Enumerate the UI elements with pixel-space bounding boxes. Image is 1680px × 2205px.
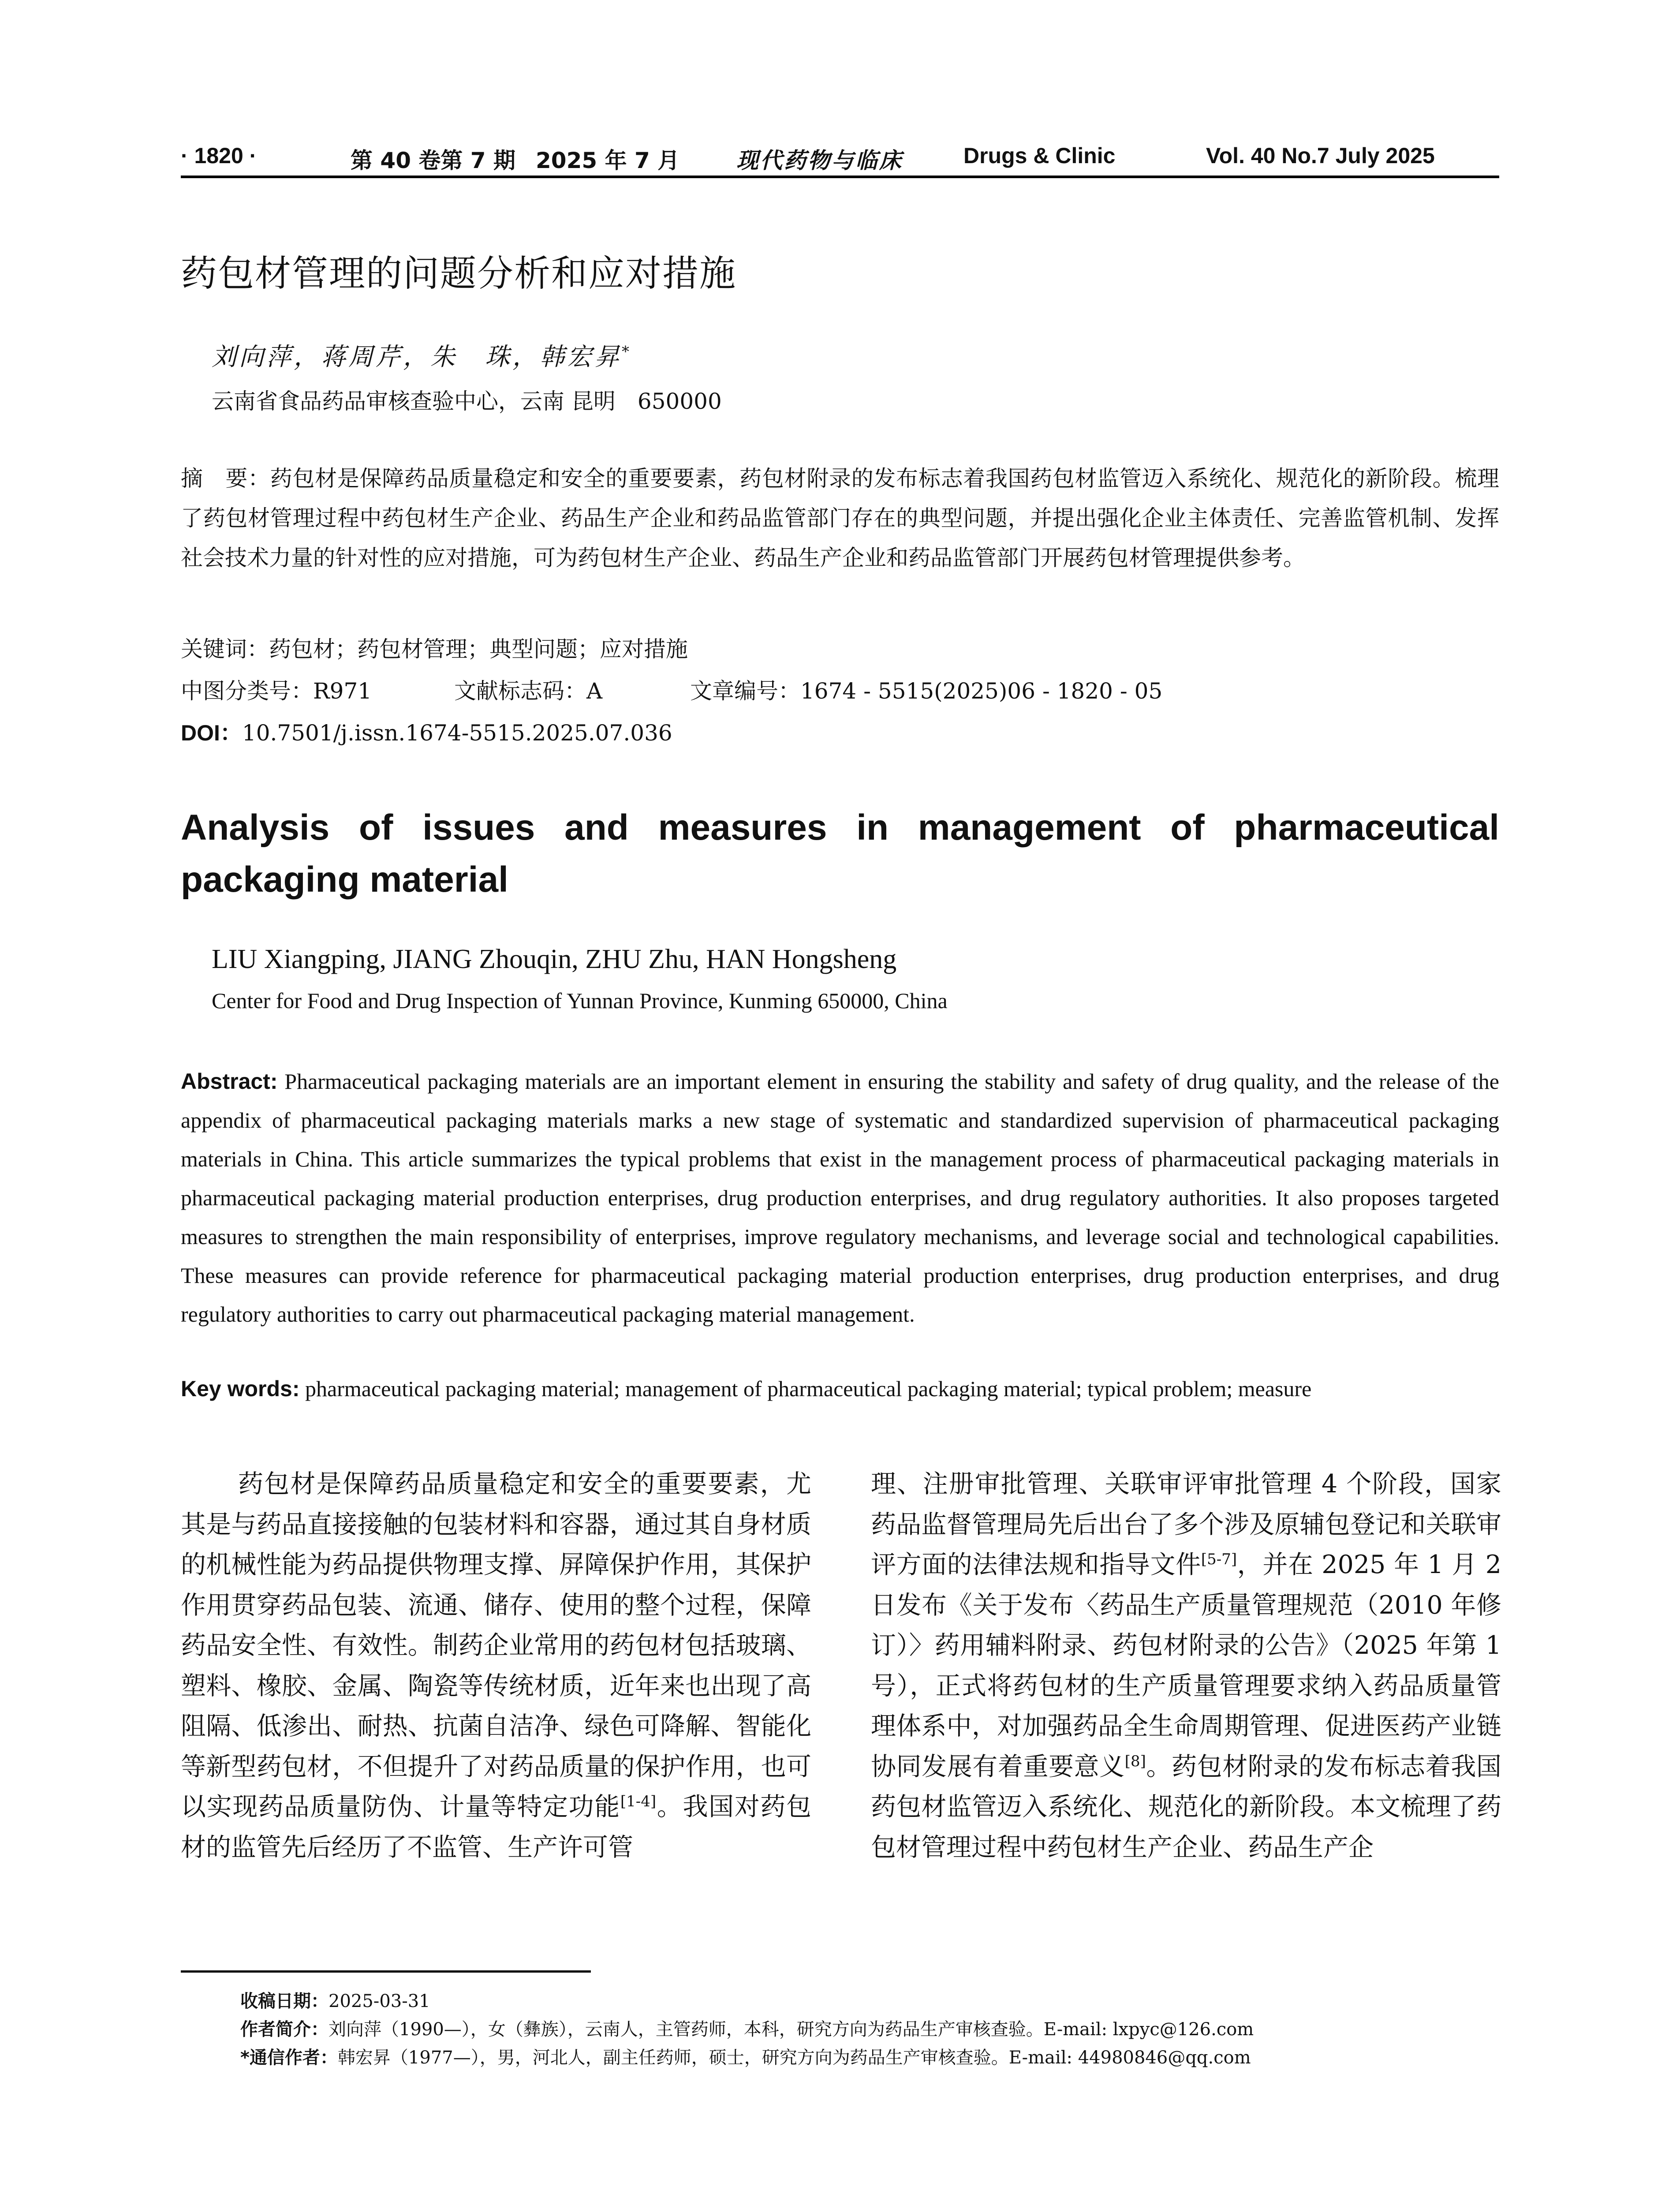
clc-label: 中图分类号： — [181, 678, 313, 704]
doi-line — [181, 715, 672, 747]
journal-name-en: Drugs & Clinic — [963, 143, 1116, 168]
article-number-value: 1674 - 5515(2025)06 - 1820 - 05 — [800, 678, 1163, 704]
chinese-abstract-text: 药包材是保障药品质量稳定和安全的重要要素，药包材附录的发布标志着我国药包材监管迈入系统化、规范化的新阶段。梳理了药包材管理过程中药包材生产企业、药品生产企业和药品监管部门存在的典型问题，并提出强化企业主体责任、完善监管机制、发挥社会技术力量的针对性的应对措施，可为药包材生产企业、药品生产企业和药品监管部门开展药包材管理提供参考。 — [181, 466, 1500, 571]
corresponding-author-label: *通信作者： — [240, 2048, 338, 2068]
english-keywords-label: Key words: — [181, 1376, 300, 1401]
chinese-abstract — [181, 459, 1499, 578]
chinese-keywords-label: 关键词： — [181, 636, 269, 662]
page-number: · 1820 · — [181, 143, 257, 168]
doc-code — [454, 673, 602, 705]
volume-issue-en: Vol. 40 No.7 July 2025 — [1206, 143, 1435, 168]
chinese-keywords-text: 药包材；药包材管理；典型问题；应对措施 — [269, 636, 688, 662]
english-abstract — [181, 1062, 1499, 1334]
body-left-text-a: 药包材是保障药品质量稳定和安全的重要要素，尤其是与药品直接接触的包装材料和容器，通过其自身材质的机械性能为药品提供物理支撑、屏障保护作用，其保护作用贯穿药品包装、流通、储存、使用的整个过程，保障药品安全性、有效性。制药企业常用的药包材包括玻璃、塑料、橡胶、金属、陶瓷等传统材质，近年来也出现了高阻隔、低渗出、耐热、抗菌自洁净、绿色可降解、智能化等新型药包材，不但提升了对药品质量的保护作用，也可以实现药品质量防伪、计量等特定功能 — [181, 1469, 811, 1821]
author-bio-text: 刘向萍（1990—），女（彝族），云南人，主管药师，本科，研究方向为药品生产审核查验。E-mail: lxpyc@126.com — [329, 2019, 1254, 2040]
chinese-keywords — [181, 632, 688, 663]
chinese-abstract-label: 摘 要： — [181, 466, 270, 491]
received-label: 收稿日期： — [240, 1991, 329, 2011]
chinese-affiliation: 云南省食品药品审核查验中心，云南 昆明 650000 — [212, 389, 722, 414]
doi-label: DOI： — [181, 721, 242, 745]
english-keywords — [181, 1376, 1499, 1401]
english-authors: LIU Xiangping, JIANG Zhouqin, ZHU Zhu, HAN Hongsheng — [212, 944, 897, 974]
footnote-received — [240, 1987, 430, 2012]
running-header — [181, 140, 1499, 176]
footnote-author-bio — [240, 2015, 1254, 2041]
clc-value: R971 — [313, 678, 372, 704]
corresponding-mark: * — [622, 343, 632, 361]
body-right-text-c: 。药包材附录的发布标志着我国药包材监管迈入系统化、规范化的新阶段。本文梳理了药包材管理过程中药包材生产企业、药品生产企 — [871, 1752, 1502, 1862]
body-right-text-a: 理、注册审批管理、关联审评审批管理 4 个阶段，国家药品监督管理局先后出台了多个涉及原辅包登记和关联审评方面的法律法规和指导文件 — [871, 1469, 1501, 1579]
volume-issue-cn: 第 40 卷第 7 期 — [351, 148, 515, 173]
doc-code-value: A — [586, 678, 603, 704]
body-column-left — [181, 1464, 811, 1868]
author-bio-label: 作者简介： — [240, 2019, 329, 2040]
chinese-title: 药包材管理的问题分析和应对措施 — [181, 253, 737, 295]
english-keywords-text: pharmaceutical packaging material; management of pharmaceutical packaging material; typical problem; measure — [305, 1376, 1312, 1401]
chinese-authors — [212, 337, 632, 373]
body-right-text-b: ，并在 2025 年 1 月 2 日发布《关于发布〈药品生产质量管理规范（2010 年修订）〉药用辅料附录、药包材附录的公告》（2025 年第 1 号），正式将药包材的生产质量管理要求纳入药品质量管理体系中，对加强药品全生命周期管理、促进医药产业链协同发展有着重要意义 — [871, 1550, 1502, 1781]
doc-code-label: 文献标志码： — [454, 678, 586, 704]
body-column-right — [871, 1464, 1501, 1868]
received-date: 2025-03-31 — [329, 1991, 430, 2011]
article-number-label: 文章编号： — [690, 678, 800, 704]
footnote-rule — [181, 1970, 591, 1973]
english-abstract-label: Abstract: — [181, 1069, 278, 1094]
citation-ref: [5-7] — [1201, 1551, 1237, 1568]
footnote-corresponding-author — [240, 2044, 1251, 2069]
corresponding-author-text: 韩宏昇（1977—），男，河北人，副主任药师，硕士，研究方向为药品生产审核查验。E-mail: 44980846@qq.com — [337, 2048, 1251, 2068]
english-abstract-text: Pharmaceutical packaging materials are an important element in ensuring the stability and safety of drug quality, and the release of the appendix of pharmaceutical packaging materials marks a new stage of systematic and standardized supervision of pharmaceutical packaging materials in China. This article summarizes the typical problems that exist in the management process of pharmaceutical packaging materials in pharmaceutical packaging material production enterprises, drug production enterprises, and drug regulatory authorities. It also proposes targeted measures to strengthen the main responsibility of enterprises, improve regulatory mechanisms, and leverage social and technological capabilities. These measures can provide reference for pharmaceutical packaging material production enterprises, drug production enterprises, and drug regulatory authorities to carry out pharmaceutical packaging material management. — [181, 1069, 1500, 1327]
body-left-text-b: 。我国对药包材的监管先后经历了不监管、生产许可管 — [181, 1792, 812, 1862]
header-rule — [181, 176, 1499, 178]
journal-name-cn: 现代药物与临床 — [736, 147, 903, 173]
citation-ref: [8] — [1124, 1752, 1146, 1770]
article-number — [690, 673, 1162, 705]
doi-value: 10.7501/j.issn.1674-5515.2025.07.036 — [242, 720, 672, 746]
chinese-author-names: 刘向萍，蒋周芹，朱 珠，韩宏昇 — [212, 343, 622, 371]
english-affiliation: Center for Food and Drug Inspection of Yunnan Province, Kunming 650000, China — [212, 988, 948, 1013]
date-cn: 2025 年 7 月 — [536, 148, 680, 173]
classification-line — [181, 673, 372, 705]
citation-ref: [1-4] — [620, 1793, 657, 1810]
english-title: Analysis of issues and measures in management of pharmaceutical packaging material — [181, 807, 1499, 900]
